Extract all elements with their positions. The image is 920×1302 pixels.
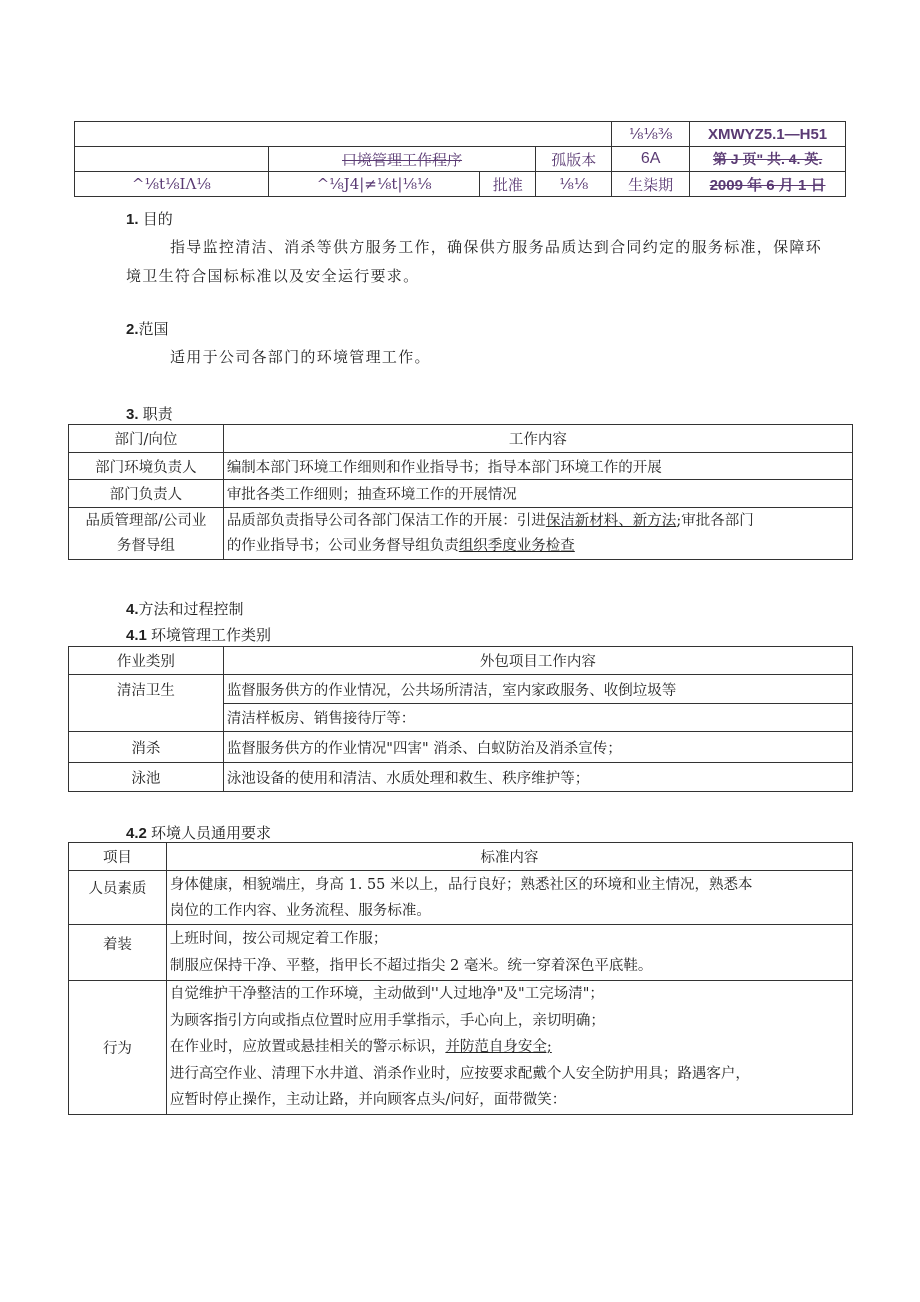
table-row bbox=[69, 675, 853, 704]
header-blank-cell bbox=[75, 122, 612, 147]
duty-dept-line2: 务督导组 bbox=[116, 537, 175, 554]
category-cleaning-line2: 清洁样板房、销售接待厅等： bbox=[223, 704, 852, 732]
section-4-title: 方法和过程控制 bbox=[138, 600, 244, 618]
version-value: 6A bbox=[612, 147, 690, 172]
requirement-quality: 人员素质 bbox=[69, 871, 167, 925]
approve-label: 批准 bbox=[480, 172, 536, 197]
section-4-2-heading bbox=[126, 822, 271, 843]
section-2-text: 适用于公司各部门的环境管理工作。 bbox=[170, 348, 431, 366]
table-row bbox=[69, 925, 853, 981]
version-label: 孤版本 bbox=[536, 147, 612, 172]
duties-header-dept: 部门/向位 bbox=[69, 425, 224, 453]
effective-date: 2009 年 6 月 1 日 bbox=[690, 172, 846, 197]
section-1-heading bbox=[126, 208, 173, 229]
duty-content-line1-end: ;审批各部门 bbox=[676, 512, 754, 529]
page-number: 第 J 页" 共. 4. 英. bbox=[690, 147, 846, 172]
duty-content-underlined: 组织季度业务检查 bbox=[458, 537, 575, 554]
table-row bbox=[69, 763, 853, 792]
category-cleaning: 清洁卫生 bbox=[69, 675, 224, 732]
requirement-dress-line2: 制服应保持干净、平整，指甲长不超过指尖 2 毫米。统一穿着深色平底鞋。 bbox=[169, 957, 653, 974]
category-pest: 消杀 bbox=[69, 732, 224, 763]
section-1-title: 目的 bbox=[142, 210, 173, 228]
requirements-table bbox=[68, 842, 853, 1115]
duty-dept: 部门环境负责人 bbox=[69, 453, 224, 480]
requirements-header-item: 项目 bbox=[69, 843, 167, 871]
category-pool-content: 泳池设备的使用和清洁、水质处理和救生、秩序维护等； bbox=[223, 763, 852, 792]
approve-value: ⅛⅛ bbox=[536, 172, 612, 197]
table-row bbox=[69, 981, 853, 1115]
duty-content-underlined: 保洁新材料、新方法 bbox=[545, 512, 677, 529]
section-3-title: 职责 bbox=[142, 405, 173, 423]
requirement-quality-line1: 身体健康，相貌端庄，身高 1. 55 米以上，品行良好；熟悉社区的环境和业主情况，熟悉本 bbox=[169, 876, 753, 893]
categories-table bbox=[68, 646, 853, 792]
reviewed-by-label: ^⅛J4|≠⅛t|⅛⅛ bbox=[268, 172, 480, 197]
requirement-behavior: 行为 bbox=[69, 981, 167, 1115]
requirement-behavior-underlined: 并防范自身安全; bbox=[445, 1039, 552, 1056]
requirement-behavior-line4: 进行高空作业、清理下水井道、消杀作业时，应按要求配戴个人安全防护用具；路遇客户， bbox=[169, 1065, 750, 1082]
section-2-number: 2. bbox=[126, 321, 139, 338]
duty-content-line1: 品质部负责指导公司各部门保洁工作的开展：引进 bbox=[226, 512, 546, 529]
section-2-heading bbox=[126, 318, 169, 339]
section-4-2-number: 4.2 bbox=[126, 825, 147, 842]
prepared-by-label: ^⅛t⅛IΛ⅛ bbox=[75, 172, 269, 197]
requirement-dress-line1: 上班时间，按公司规定着工作服； bbox=[169, 930, 388, 947]
requirements-header-content: 标准内容 bbox=[166, 843, 852, 871]
section-4-2-title: 环境人员通用要求 bbox=[151, 824, 272, 842]
categories-header-type: 作业类别 bbox=[69, 647, 224, 675]
duty-content: 编制本部门环境工作细则和作业指导书；指导本部门环境工作的开展 bbox=[223, 453, 852, 480]
requirement-behavior-line2: 为顾客指引方向或指点位置时应用手掌指示，手心向上，亲切明确； bbox=[169, 1012, 605, 1029]
duties-header-content: 工作内容 bbox=[223, 425, 852, 453]
header-cell-code-label: ⅛⅛⅜ bbox=[612, 122, 690, 147]
categories-header-content: 外包项目工作内容 bbox=[223, 647, 852, 675]
requirement-behavior-line1: 自觉维护干净整洁的工作环境，主动做到''人过地净"及"工完场清"； bbox=[169, 986, 604, 1003]
table-row bbox=[69, 508, 853, 560]
duties-table bbox=[68, 424, 853, 560]
section-1-text-line2: 境卫生符合国标标准以及安全运行要求。 bbox=[126, 267, 420, 285]
section-4-number: 4. bbox=[126, 601, 139, 618]
category-pool: 泳池 bbox=[69, 763, 224, 792]
duty-content-line2: 的作业指导书；公司业务督导组负责 bbox=[226, 537, 459, 554]
requirement-behavior-line5: 应暂时停止操作，主动让路，并向顾客点头/问好，面带微笑： bbox=[169, 1092, 567, 1109]
requirement-dress: 着装 bbox=[69, 925, 167, 981]
category-pest-content: 监督服务供方的作业情况"四害" 消杀、白蚁防治及消杀宣传； bbox=[223, 732, 852, 763]
table-row bbox=[69, 480, 853, 508]
section-2-title: 范国 bbox=[138, 320, 169, 338]
effective-date-label: 生柒期 bbox=[612, 172, 690, 197]
header-blank-cell bbox=[75, 147, 269, 172]
section-1-text-line1: 指导监控清洁、消杀等供方服务工作，确保供方服务品质达到合同约定的服务标准，保障环 bbox=[170, 238, 823, 256]
section-3-heading bbox=[126, 403, 173, 424]
document-number: XMWYZ5.1—H51 bbox=[690, 122, 846, 147]
document-title: 口境管理工作程序 bbox=[268, 147, 536, 172]
section-3-number: 3. bbox=[126, 406, 139, 423]
section-4-heading bbox=[126, 598, 244, 619]
section-4-1-number: 4.1 bbox=[126, 627, 147, 644]
requirement-quality-line2: 岗位的工作内容、业务流程、服务标准。 bbox=[169, 902, 431, 919]
duty-dept-line1: 品质管理部/公司业 bbox=[85, 512, 207, 529]
section-1-number: 1. bbox=[126, 211, 139, 228]
section-4-1-heading bbox=[126, 624, 271, 645]
header-table bbox=[74, 121, 846, 197]
section-4-1-title: 环境管理工作类别 bbox=[151, 626, 272, 644]
table-row bbox=[69, 453, 853, 480]
category-cleaning-line1: 监督服务供方的作业情况，公共场所清洁，室内家政服务、收倒垃圾等 bbox=[223, 675, 852, 704]
table-row bbox=[69, 871, 853, 925]
duty-dept: 部门负责人 bbox=[69, 480, 224, 508]
requirement-behavior-line3: 在作业时，应放置或悬挂相关的警示标识， bbox=[169, 1039, 446, 1056]
duty-content: 审批各类工作细则；抽查环境工作的开展情况 bbox=[223, 480, 852, 508]
table-row bbox=[69, 732, 853, 763]
